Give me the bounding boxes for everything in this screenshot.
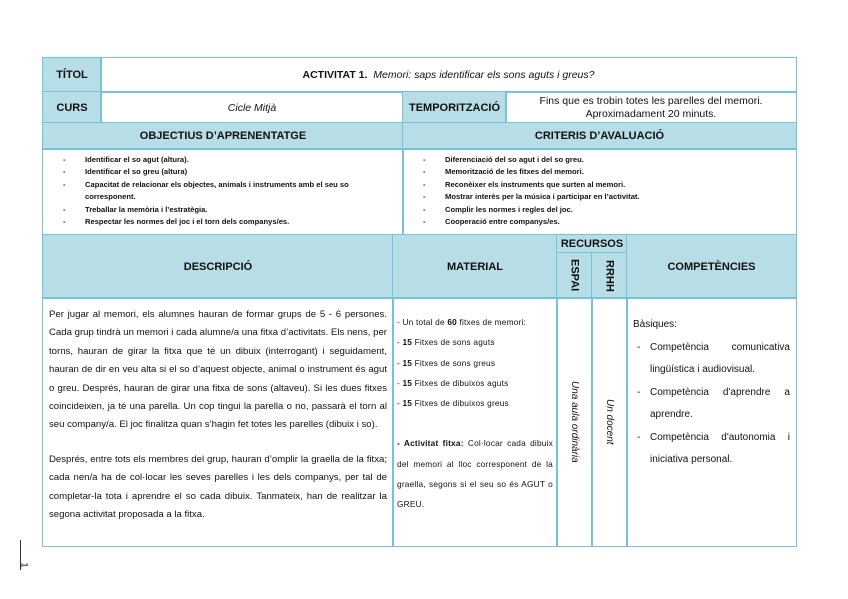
space-header xyxy=(556,252,593,299)
objectives-cell xyxy=(42,148,404,236)
material-total: - Un total de 60 fitxes de memori: xyxy=(397,317,527,327)
space-cell xyxy=(556,297,593,547)
objective-item: - Capacitat de relacionar els objectes, animals i instruments amb el seu so corresponent. xyxy=(43,179,403,204)
competence-item: - Competència d'aprendre a aprendre. xyxy=(633,382,790,427)
criterion-item: - Memorització de les fitxes del memori. xyxy=(403,166,640,178)
hr-header-text: RRHH xyxy=(603,259,616,292)
material-item: - 15 Fitxes de sons greus xyxy=(397,357,496,368)
activity-title: Memori: saps identificar els sons aguts i greus? xyxy=(373,69,595,81)
objectives-header: OBJECTIUS D’APRENENTATGE xyxy=(42,122,404,150)
objective-item: - Identificar el so agut (altura). xyxy=(43,154,403,166)
material-header: MATERIAL xyxy=(392,234,558,299)
competences-intro: Bàsiques: xyxy=(633,319,677,330)
description-cell xyxy=(42,297,394,547)
space-value: Una aula ordinària xyxy=(569,381,580,463)
activity-label: ACTIVITAT 1. xyxy=(302,69,368,81)
description-paragraph: Per jugar al memori, els alumnes hauran de formar grups de 5 - 6 persones. Cada grup tindrà un memori i cada alumne/a una fitxa d’activitats. Els nens, per torns, hauran de girar la fitxa que té un dibuix (interrogant) i seguidament, hauran de dir en veu alta si el so d’aquest objecte, animal o instrument és agut o greu. Després, hauran de girar una fitxa de sons (altaveu). Si les dues fitxes coincideixen, ja té una parella. Un cop tingui la parella o no, passarà el torn al seu company/a. El joc finalitza quan s’hagin fet totes les parelles (dibuix i so). xyxy=(49,309,387,431)
description-header: DESCRIPCIÓ xyxy=(42,234,394,299)
title-label: TÍTOL xyxy=(42,57,102,93)
competences-cell xyxy=(626,297,797,547)
page-number: 1 xyxy=(19,562,30,568)
criteria-cell xyxy=(402,148,797,236)
description-paragraph: Després, entre tots els membres del grup, hauran d’omplir la graella de la fitxa; cada nen/a ha de col·locar les seves parelles i les dels companys, per tal de completar-la tota i aprendre el so cada dibuix. Tanmateix, han de realitzar la segona activitat proposada a la fitxa. xyxy=(49,453,387,521)
criteria-list xyxy=(403,154,640,228)
criterion-item: - Complir les normes i regles del joc. xyxy=(403,204,640,216)
course-value: Cicle Mitjà xyxy=(100,91,404,124)
hr-cell xyxy=(591,297,628,547)
competences-list xyxy=(633,337,790,472)
hr-value: Un docent xyxy=(604,399,615,445)
resources-header: RECURSOS xyxy=(556,234,628,254)
objective-item: - Identificar el so greu (altura) xyxy=(43,166,403,178)
competences-header: COMPETÈNCIES xyxy=(626,234,797,299)
material-item: - 15 Fitxes de dibuixos greus xyxy=(397,398,509,409)
timing-label: TEMPORITZACIÓ xyxy=(402,91,507,124)
objective-item: - Respectar les normes del joc i el torn dels companys/es. xyxy=(43,216,403,228)
space-header-text: ESPAI xyxy=(568,259,581,292)
material-item: - 15 Fitxes de dibuixos aguts xyxy=(397,377,509,388)
activity-title-cell xyxy=(100,57,797,93)
material-item: - 15 Fitxes de sons aguts xyxy=(397,337,495,348)
competence-item: - Competència d'autonomia i iniciativa personal. xyxy=(633,427,790,472)
objectives-list xyxy=(43,154,403,228)
course-label: CURS xyxy=(42,91,102,124)
material-cell xyxy=(392,297,558,547)
material-activity: - Activitat fitxa: Col·locar cada dibuix del memori al lloc corresponent de la graella, segons si el seu so és AGUT o GREU. xyxy=(397,438,553,510)
objective-item: - Treballar la memòria i l’estratègia. xyxy=(43,204,403,216)
criterion-item: - Reconèixer els instruments que surten al memori. xyxy=(403,179,640,191)
hr-header xyxy=(591,252,628,299)
timing-value: Fins que es trobin totes les parelles del memori. Aproximadament 20 minuts. xyxy=(505,91,797,124)
criteria-header: CRITERIS D’AVALUACIÓ xyxy=(402,122,797,150)
criterion-item: - Diferenciació del so agut i del so greu. xyxy=(403,154,640,166)
criterion-item: - Mostrar interès per la música i participar en l’activitat. xyxy=(403,191,640,203)
competence-item: - Competència comunicativa lingüística i audiovisual. xyxy=(633,337,790,382)
criterion-item: - Cooperació entre companys/es. xyxy=(403,216,640,228)
